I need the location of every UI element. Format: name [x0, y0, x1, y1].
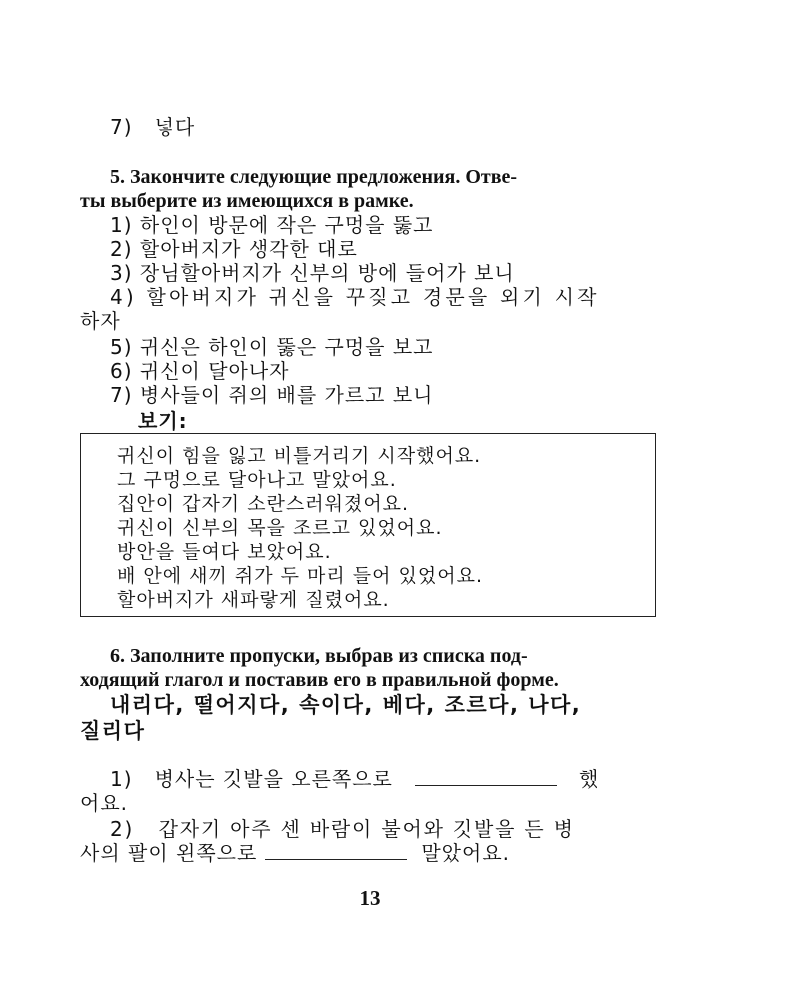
verb-list-line2: 질리다 [80, 719, 146, 743]
answer-choice: 귀신이 힘을 잃고 비틀거리기 시작했어요. [117, 445, 482, 467]
page-number: 13 [359, 886, 381, 910]
exercise-5-item-continuation: 하자 [80, 309, 121, 333]
answer-blank[interactable] [415, 767, 557, 786]
question-text: 갑자기 아주 센 바람이 불어와 깃발을 든 병 [158, 817, 575, 841]
example-box-label: 보기: [138, 409, 188, 433]
answer-choices-box [80, 433, 656, 617]
answer-choice: 귀신이 신부의 목을 조르고 있었어요. [117, 517, 443, 539]
verb-list-line1: 내리다, 떨어지다, 속이다, 베다, 조르다, 나다, [110, 693, 582, 717]
exercise-6-title-line2: ходящий глагол и поставив его в правильной форме. [80, 669, 559, 691]
question-text: 병사는 깃발을 오른쪽으로 [154, 767, 393, 791]
exercise-5-title-line1: 5. Закончите следующие предложения. Отве- [110, 166, 518, 188]
question-1 [110, 766, 599, 792]
question-2 [110, 816, 575, 842]
answer-choice: 집안이 갑자기 소란스러워졌어요. [117, 493, 410, 515]
top-list-item [110, 114, 195, 140]
question-number: 1) [110, 767, 133, 791]
exercise-6-title-line1: 6. Заполните пропуски, выбрав из списка под- [110, 645, 528, 667]
answer-choice: 방안을 들여다 보았어요. [117, 541, 332, 563]
exercise-5-item: 2) 할아버지가 생각한 대로 [110, 237, 358, 261]
exercise-5-item: 3) 장님할아버지가 신부의 방에 들어가 보니 [110, 261, 515, 285]
question-number: 2) [110, 817, 135, 841]
exercise-5-item: 7) 병사들이 쥐의 배를 가르고 보니 [110, 383, 434, 407]
exercise-5-item: 4) 할아버지가 귀신을 꾸짖고 경문을 외기 시작 [110, 285, 600, 309]
exercise-5-item: 6) 귀신이 달아나자 [110, 359, 290, 383]
answer-blank[interactable] [265, 841, 407, 860]
question-2-continuation [80, 840, 510, 866]
item-number: 7) [110, 115, 133, 139]
answer-choice: 그 구멍으로 달아나고 말았어요. [117, 469, 397, 491]
question-text: 했 [579, 767, 600, 791]
answer-choice: 할아버지가 새파랗게 질렸어요. [117, 589, 390, 611]
exercise-5-title-line2: ты выберите из имеющихся в рамке. [80, 190, 414, 212]
exercise-5-item: 5) 귀신은 하인이 뚫은 구멍을 보고 [110, 335, 434, 359]
question-text: 사의 팔이 왼쪽으로 [80, 841, 258, 865]
answer-choice: 배 안에 새끼 쥐가 두 마리 들어 있었어요. [117, 565, 483, 587]
item-text: 넣다 [154, 115, 196, 139]
exercise-5-item: 1) 하인이 방문에 작은 구멍을 뚫고 [110, 213, 434, 237]
question-text: 말았어요. [421, 841, 510, 865]
question-1-continuation: 어요. [80, 791, 128, 815]
